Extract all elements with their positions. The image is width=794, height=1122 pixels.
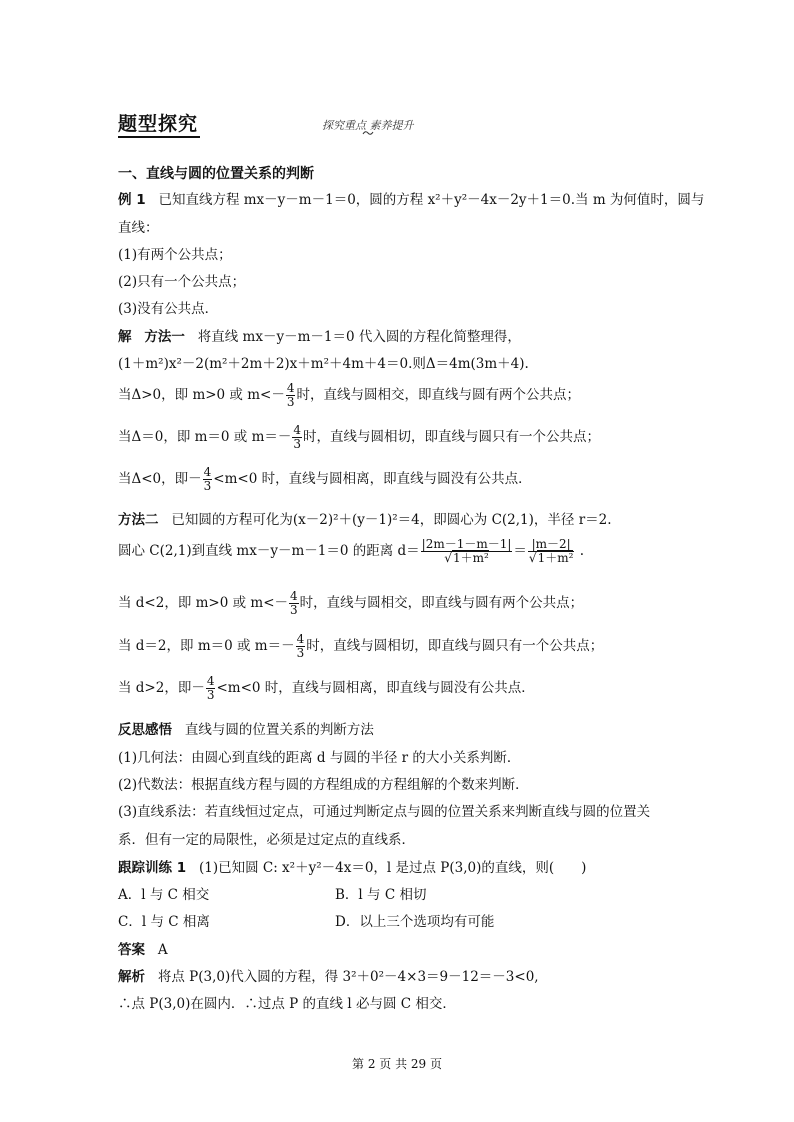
fraction-denominator: 3 [290,603,298,617]
method-2-case-3 [118,675,535,702]
fraction-numerator: 4 [206,674,215,688]
method-2-label: 方法二 [118,512,159,528]
fraction-numerator: 4 [290,589,298,603]
question-2: (2)只有一个公共点； [118,274,246,290]
method-1-equation: (1＋m²)x²－2(m²＋2m＋2)x＋m²＋4m＋4＝0.则Δ＝4m(3m＋4). [118,356,529,372]
reflection-point-3a: (3)直线系法：若直线恒过定点，可通过判断定点与圆的位置关系来判断直线与圆的位置关 [118,804,651,820]
case-text: 时，直线与圆相交，即直线与圆有两个公共点； [296,387,580,403]
fraction-denominator: 3 [296,646,305,660]
reflection-heading [118,718,374,738]
fraction-denominator: 3 [286,395,295,409]
method-1-label: 方法一 [144,329,185,345]
case-text: 当Δ>0，即 m>0 或 m<－ [118,387,285,403]
case-text: 时，直线与圆相切，即直线与圆只有一个公共点； [306,638,604,654]
fraction [286,382,296,409]
example-label: 例 1 [118,192,146,208]
analysis-label: 解析 [118,969,145,985]
case-text: 当Δ＝0，即 m＝0 或 m＝－ [118,429,292,445]
section-title: 一、直线与圆的位置关系的判断 [118,166,314,182]
header-underline [118,136,200,138]
analysis-line-2: ∴点 P(3,0)在圆内．∴过点 P 的直线 l 必与圆 C 相交． [118,996,456,1012]
analysis-line-1 [118,965,539,985]
section-header-title: 题型探究 [118,113,199,135]
analysis-text-1: 将点 P(3,0)代入圆的方程，得 3²＋0²－4×3＝9－12＝－3<0, [157,969,539,985]
method-2-case-2 [118,633,603,660]
method-1-case-1 [118,382,580,409]
answer-label: 答案 [118,942,145,958]
fraction-numerator: 4 [203,465,212,479]
header-subtitle: 探究重点 素养提升 [322,119,414,132]
reflection-label: 反思感悟 [118,722,172,738]
equals-sign: ＝ [513,543,527,559]
fraction-numerator: |2m－1－m－1| [421,537,512,551]
method-2-text: 已知圆的方程可化为(x－2)²＋(y－1)²＝4，即圆心为 C(2,1)，半径 r＝2. [171,512,612,528]
page-number: 第 2 页 共 29 页 [352,1057,442,1071]
practice-label: 跟踪训练 1 [118,860,187,876]
option-b: B．l 与 C 相切 [335,887,427,903]
solution-label: 解 [118,329,132,345]
case-text: 当Δ<0，即－ [118,471,202,487]
sqrt-radicand: 1＋m² [537,551,574,565]
method-2-intro [118,508,612,528]
practice-stem-line [118,856,586,876]
question-1: (1)有两个公共点； [118,247,232,263]
case-text: 时，直线与圆相交，即直线与圆有两个公共点； [299,595,584,611]
solution-method-1-intro [118,325,521,345]
fraction-denominator: 3 [203,479,212,493]
method-2-distance [118,538,584,565]
fraction [292,424,302,451]
method-1-case-3 [118,466,532,493]
fraction-denominator: √1＋m² [528,551,574,565]
fraction-numerator: 4 [296,632,305,646]
method-2-case-1 [118,590,583,617]
reflection-point-2: (2)代数法：根据直线方程与圆的方程组成的方程组解的个数来判断． [118,777,529,793]
option-c: C．l 与 C 相离 [118,914,210,930]
option-a: A．l 与 C 相交 [118,887,210,903]
fraction-denominator: 3 [293,437,302,451]
case-text: 时，直线与圆相切，即直线与圆只有一个公共点； [303,429,601,445]
practice-stem: (1)已知圆 C: x²＋y²－4x＝0，l 是过点 P(3,0)的直线，则( ) [198,860,587,876]
example-stem-b: 直线： [118,220,159,236]
tilde-mark-icon [362,129,374,137]
example-1-line-1 [118,188,704,208]
fraction [206,675,216,702]
method-1-case-2 [118,424,600,451]
fraction [289,590,299,617]
fraction-numerator: 4 [286,381,295,395]
option-d: D．以上三个选项均有可能 [335,914,495,930]
sqrt-radicand: 1＋m² [452,551,489,565]
fraction-denominator: 3 [206,688,215,702]
method-1-text: 将直线 mx－y－m－1＝0 代入圆的方程化简整理得， [197,329,521,345]
reflection-title: 直线与圆的位置关系的判断方法 [184,722,374,738]
fraction-numerator: |m－2| [528,538,574,552]
fraction [203,466,213,493]
fraction-denominator: √1＋m² [444,551,489,565]
example-stem-a: 已知直线方程 mx－y－m－1＝0，圆的方程 x²＋y²－4x－2y＋1＝0.当 m 为何值时，圆与 [158,192,705,208]
period: . [579,543,584,559]
case-text: <m<0 时，直线与圆相离，即直线与圆没有公共点． [216,680,535,696]
distance-fraction-2 [528,538,574,565]
case-text: 当 d＝2，即 m＝0 或 m＝－ [118,638,295,654]
answer-value: A [157,942,168,958]
reflection-point-1: (1)几何法：由圆心到直线的距离 d 与圆的半径 r 的大小关系判断． [118,750,521,766]
fraction [296,633,306,660]
answer-line [118,938,168,958]
question-3: (3)没有公共点． [118,301,219,317]
case-text: 当 d<2，即 m>0 或 m<－ [118,595,289,611]
distance-text: 圆心 C(2,1)到直线 mx－y－m－1＝0 的距离 d＝ [118,543,420,559]
case-text: <m<0 时，直线与圆相离，即直线与圆没有公共点． [213,471,532,487]
fraction-numerator: 4 [293,423,302,437]
case-text: 当 d>2，即－ [118,680,205,696]
reflection-point-3b: 系．但有一定的局限性，必须是过定点的直线系． [118,832,415,848]
distance-fraction-1 [421,538,513,565]
